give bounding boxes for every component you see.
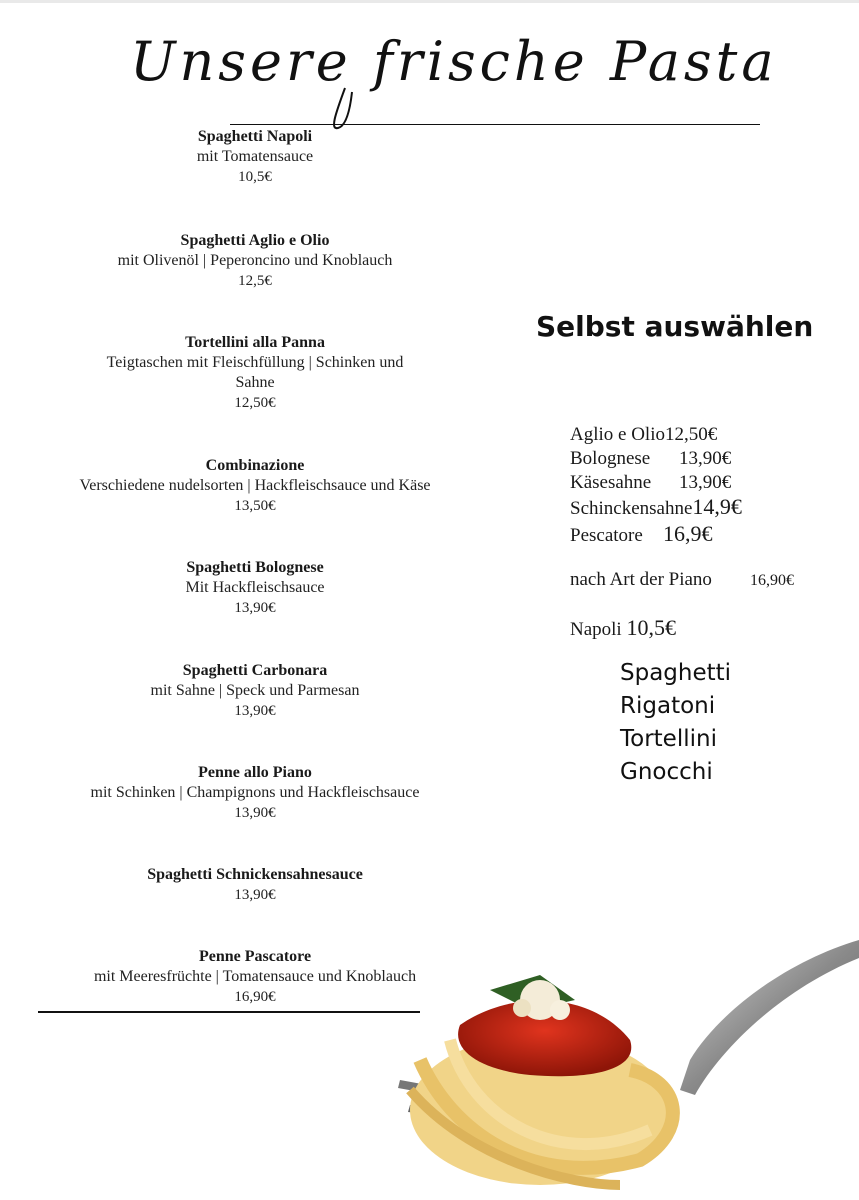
menu-item-name: Combinazione <box>205 457 305 474</box>
menu-item <box>40 660 470 721</box>
menu-item <box>40 230 470 291</box>
sauce-price: 14,9€ <box>692 494 742 519</box>
menu-item-name: Penne Pascatore <box>198 948 312 965</box>
menu-item-name: Spaghetti Schnickensahnesauce <box>147 866 363 883</box>
sauce-name: Aglio e Olio <box>570 424 665 445</box>
menu-item-price: 13,90€ <box>234 805 276 821</box>
menu-item-name: Spaghetti Bolognese <box>186 559 324 576</box>
menu-item-desc: Sahne <box>235 374 275 391</box>
top-border <box>0 0 859 3</box>
sauce-name: nach Art der Piano <box>570 569 712 590</box>
menu-item-name: Spaghetti Aglio e Olio <box>180 232 330 249</box>
menu-item-desc: mit Olivenöl | Peperoncino und Knoblauch <box>117 252 393 269</box>
bottom-divider <box>38 1011 420 1013</box>
menu-item-name: Spaghetti Carbonara <box>182 662 328 679</box>
sauce-row <box>570 494 742 520</box>
menu-item-price: 12,50€ <box>234 395 276 411</box>
sauce-price: 12,50€ <box>665 424 718 445</box>
sauce-row <box>570 521 713 547</box>
sauce-price: 13,90€ <box>679 448 732 469</box>
sauce-price: 10,5€ <box>626 615 676 640</box>
menu-item-price: 13,90€ <box>234 887 276 903</box>
menu-item-name: Tortellini alla Panna <box>185 334 325 351</box>
sauce-price: 13,90€ <box>679 472 732 493</box>
sauce-name: Napoli <box>570 619 622 640</box>
pasta-on-fork-icon <box>390 930 859 1200</box>
sauce-name: Bolognese <box>570 448 651 469</box>
pasta-type-list <box>620 657 731 789</box>
sauce-row <box>570 448 731 470</box>
menu-item-desc: mit Sahne | Speck und Parmesan <box>150 682 360 699</box>
menu-item-price: 13,90€ <box>234 600 276 616</box>
menu-item <box>40 455 470 516</box>
menu-item-desc: mit Tomatensauce <box>196 148 314 165</box>
menu-item-price: 10,5€ <box>238 169 272 185</box>
menu-item-desc: Verschiedene nudelsorten | Hackfleischsauce und Käse <box>79 477 431 494</box>
pasta-type: Rigatoni <box>620 693 716 719</box>
sauce-row <box>570 569 794 591</box>
title-underline <box>230 124 760 125</box>
menu-item-price: 12,5€ <box>238 273 272 289</box>
menu-item <box>40 557 470 618</box>
sauce-name: Käsesahne <box>570 472 652 493</box>
menu-item-price: 13,90€ <box>234 703 276 719</box>
menu-item <box>40 864 470 905</box>
menu-item-desc: mit Meeresfrüchte | Tomatensauce und Knoblauch <box>93 968 417 985</box>
menu-item-name: Spaghetti Napoli <box>197 128 313 145</box>
sauce-price: 16,90€ <box>750 572 794 589</box>
pasta-type: Tortellini <box>620 726 717 752</box>
menu-item-desc: mit Schinken | Champignons und Hackfleischsauce <box>90 784 420 801</box>
select-heading: Selbst auswählen <box>536 310 814 343</box>
sauce-name: Pescatore <box>570 525 643 546</box>
sauce-row <box>570 424 717 446</box>
menu-item-desc: Mit Hackfleischsauce <box>185 579 325 596</box>
menu-item-name: Penne allo Piano <box>198 764 312 781</box>
page-title <box>130 30 778 140</box>
sauce-price: 16,9€ <box>663 521 713 546</box>
pasta-type: Gnocchi <box>620 759 713 785</box>
menu-item <box>40 126 470 187</box>
menu-item-price: 13,50€ <box>234 498 276 514</box>
sauce-row <box>570 615 676 641</box>
menu-item-desc: Teigtaschen mit Fleischfüllung | Schinken und <box>106 354 404 371</box>
sauce-name: Schinckensahne <box>570 498 693 519</box>
sauce-row <box>570 472 731 494</box>
menu-item <box>40 762 470 823</box>
menu-item-price: 16,90€ <box>234 989 276 1005</box>
page-title-text: Unsere frische Pasta <box>130 30 778 93</box>
pasta-type: Spaghetti <box>620 660 732 686</box>
menu-item <box>40 332 470 413</box>
